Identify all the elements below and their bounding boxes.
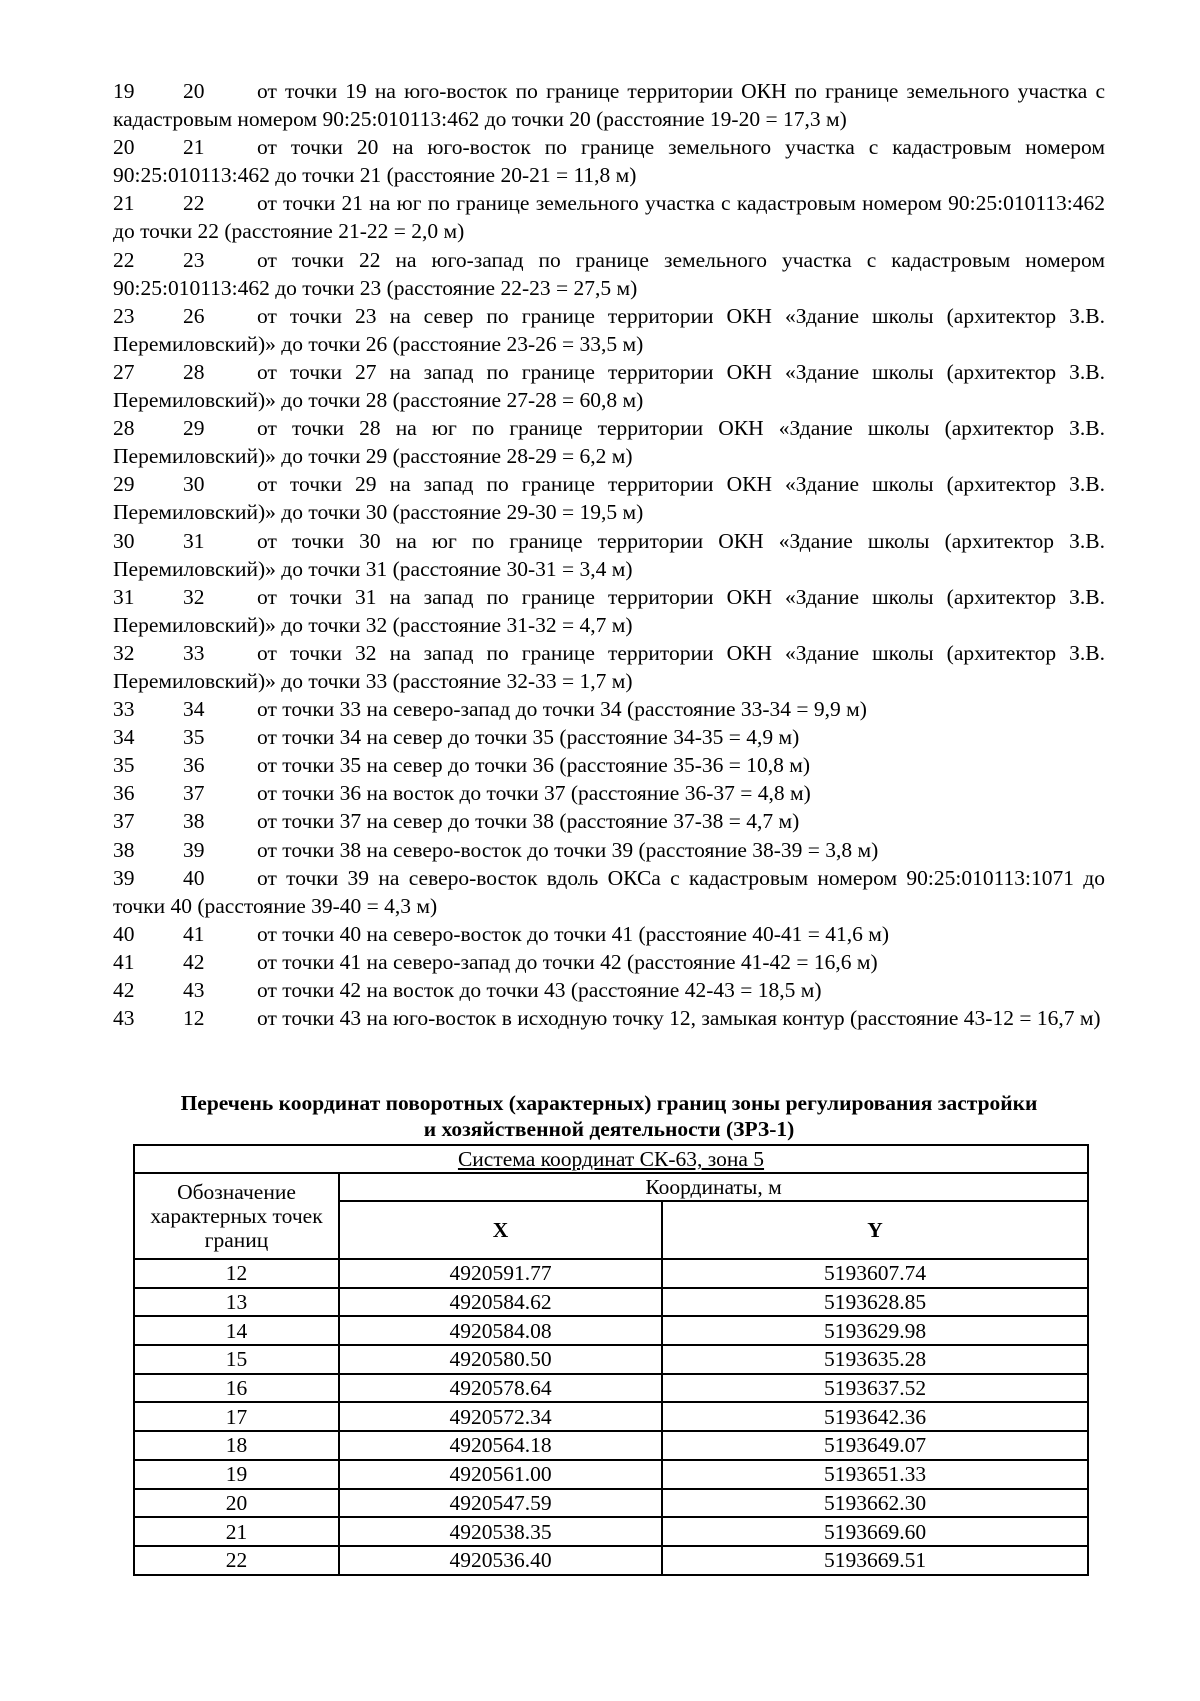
segment-start-point: 34 xyxy=(113,725,135,750)
point-id-cell: 13 xyxy=(134,1288,339,1317)
x-coordinate-cell: 4920536.40 xyxy=(339,1546,662,1575)
boundary-segment xyxy=(113,133,1105,189)
boundary-segment xyxy=(113,948,1105,976)
coordinates-table-body xyxy=(134,1259,1088,1575)
boundary-segment xyxy=(113,695,1105,723)
point-id-cell: 22 xyxy=(134,1546,339,1575)
segment-end-point: 35 xyxy=(183,725,205,750)
boundary-segment xyxy=(113,583,1105,639)
segment-description: от точки 31 на запад по границе территории ОКН «Здание школы (архитектор З.В. Перемиловский)» до точки 32 (расстояние 31-32 = 4,7 м) xyxy=(113,584,1105,637)
segment-start-point: 31 xyxy=(113,584,135,609)
segment-start-point: 40 xyxy=(113,921,135,946)
table-row xyxy=(134,1402,1088,1431)
boundary-segment-list xyxy=(113,77,1105,1032)
segment-end-point: 39 xyxy=(183,837,205,862)
x-coordinate-cell: 4920572.34 xyxy=(339,1402,662,1431)
table-row xyxy=(134,1288,1088,1317)
segment-start-point: 22 xyxy=(113,247,135,272)
table-row xyxy=(134,1431,1088,1460)
segment-end-point: 20 xyxy=(183,79,205,103)
segment-description: от точки 27 на запад по границе территории ОКН «Здание школы (архитектор З.В. Перемиловский)» до точки 28 (расстояние 27-28 = 60,8 м) xyxy=(113,359,1105,413)
boundary-segment xyxy=(113,864,1105,920)
segment-end-point: 23 xyxy=(183,247,205,272)
segment-start-point: 19 xyxy=(113,79,135,103)
y-coordinate-cell: 5193669.60 xyxy=(662,1517,1088,1546)
point-id-cell: 16 xyxy=(134,1374,339,1403)
table-row xyxy=(134,1489,1088,1518)
y-coordinate-cell: 5193651.33 xyxy=(662,1460,1088,1489)
segment-description: от точки 22 на юго-запад по границе земельного участка с кадастровым номером 90:25:010113:462 до точки 23 (расстояние 22-23 = 27,5 м) xyxy=(113,247,1105,300)
boundary-segment xyxy=(113,976,1105,1004)
boundary-segment xyxy=(113,77,1105,133)
segment-end-point: 42 xyxy=(183,949,205,974)
x-coordinate-cell: 4920584.62 xyxy=(339,1288,662,1317)
y-coordinate-cell: 5193642.36 xyxy=(662,1402,1088,1431)
segment-description: от точки 38 на северо-восток до точки 39 (расстояние 38-39 = 3,8 м) xyxy=(257,837,879,862)
y-coordinate-cell: 5193662.30 xyxy=(662,1489,1088,1518)
table-row xyxy=(134,1546,1088,1575)
segment-description: от точки 42 на восток до точки 43 (расстояние 42-43 = 18,5 м) xyxy=(257,978,822,1002)
boundary-segment xyxy=(113,470,1105,526)
segment-description: от точки 20 на юго-восток по границе земельного участка с кадастровым номером 90:25:010113:462 до точки 21 (расстояние 20-21 = 11,8 м) xyxy=(113,135,1105,188)
boundary-segment xyxy=(113,1004,1105,1032)
point-id-cell: 19 xyxy=(134,1460,339,1489)
segment-end-point: 26 xyxy=(183,303,205,328)
x-coordinate-cell: 4920538.35 xyxy=(339,1517,662,1546)
y-coordinate-cell: 5193669.51 xyxy=(662,1546,1088,1575)
boundary-segment xyxy=(113,302,1105,358)
table-row xyxy=(134,1374,1088,1403)
segment-description: от точки 36 на восток до точки 37 (расстояние 36-37 = 4,8 м) xyxy=(257,781,811,806)
boundary-segment xyxy=(113,779,1105,807)
coordinate-system-title: Система координат СК-63, зона 5 xyxy=(134,1145,1088,1173)
point-id-cell: 14 xyxy=(134,1316,339,1345)
point-id-cell: 21 xyxy=(134,1517,339,1546)
point-id-cell: 20 xyxy=(134,1489,339,1518)
segment-end-point: 28 xyxy=(183,359,205,384)
x-coordinate-cell: 4920561.00 xyxy=(339,1460,662,1489)
table-row xyxy=(134,1460,1088,1489)
segment-end-point: 29 xyxy=(183,416,205,441)
segment-description: от точки 21 на юг по границе земельного участка с кадастровым номером 90:25:010113:462 до точки 22 (расстояние 21-22 = 2,0 м) xyxy=(113,191,1105,244)
y-coordinate-cell: 5193607.74 xyxy=(662,1259,1088,1288)
segment-description: от точки 37 на север до точки 38 (расстояние 37-38 = 4,7 м) xyxy=(257,809,800,834)
heading-line-1: Перечень координат поворотных (характерных) границ зоны регулирования застройки xyxy=(180,1091,1038,1115)
segment-start-point: 21 xyxy=(113,191,135,216)
boundary-segment xyxy=(113,723,1105,751)
boundary-segment xyxy=(113,246,1105,302)
boundary-segment xyxy=(113,189,1105,245)
table-row xyxy=(134,1316,1088,1345)
y-coordinate-cell: 5193649.07 xyxy=(662,1431,1088,1460)
segment-end-point: 41 xyxy=(183,921,205,946)
segment-end-point: 31 xyxy=(183,528,205,553)
x-coordinate-cell: 4920564.18 xyxy=(339,1431,662,1460)
boundary-segment xyxy=(113,751,1105,779)
segment-end-point: 32 xyxy=(183,584,205,609)
segment-end-point: 30 xyxy=(183,472,205,497)
table-row xyxy=(134,1345,1088,1374)
segment-description: от точки 29 на запад по границе территории ОКН «Здание школы (архитектор З.В. Перемиловский)» до точки 30 (расстояние 29-30 = 19,5 м) xyxy=(113,472,1105,525)
segment-description: от точки 35 на север до точки 36 (расстояние 35-36 = 10,8 м) xyxy=(257,753,811,778)
segment-description: от точки 34 на север до точки 35 (расстояние 34-35 = 4,9 м) xyxy=(257,725,800,750)
segment-start-point: 28 xyxy=(113,416,135,441)
segment-start-point: 27 xyxy=(113,359,135,384)
segment-start-point: 41 xyxy=(113,949,135,974)
boundary-segment xyxy=(113,639,1105,695)
segment-description: от точки 30 на юг по границе территории ОКН «Здание школы (архитектор З.В. Перемиловский)» до точки 31 (расстояние 30-31 = 3,4 м) xyxy=(113,528,1105,581)
segment-description: от точки 32 на запад по границе территории ОКН «Здание школы (архитектор З.В. Перемиловский)» до точки 33 (расстояние 32-33 = 1,7 м) xyxy=(113,640,1105,693)
segment-end-point: 40 xyxy=(183,865,205,890)
segment-description: от точки 39 на северо-восток вдоль ОКСа с кадастровым номером 90:25:010113:1071 до точки 40 (расстояние 39-40 = 4,3 м) xyxy=(113,865,1105,918)
heading-line-2: и хозяйственной деятельности (ЗРЗ-1) xyxy=(423,1117,795,1141)
y-coordinate-cell: 5193635.28 xyxy=(662,1345,1088,1374)
x-coordinate-cell: 4920584.08 xyxy=(339,1316,662,1345)
x-coordinate-cell: 4920591.77 xyxy=(339,1259,662,1288)
segment-start-point: 36 xyxy=(113,781,135,806)
segment-start-point: 35 xyxy=(113,753,135,778)
segment-end-point: 38 xyxy=(183,809,205,834)
x-coordinate-cell: 4920578.64 xyxy=(339,1374,662,1403)
segment-start-point: 29 xyxy=(113,472,135,497)
segment-end-point: 33 xyxy=(183,640,205,665)
segment-end-point: 34 xyxy=(183,697,205,722)
segment-description: от точки 28 на юг по границе территории ОКН «Здание школы (архитектор З.В. Перемиловский)» до точки 29 (расстояние 28-29 = 6,2 м) xyxy=(113,416,1105,469)
point-id-cell: 12 xyxy=(134,1259,339,1288)
coordinates-header: Координаты, м xyxy=(339,1173,1088,1201)
y-column-header: Y xyxy=(662,1201,1088,1259)
boundary-segment xyxy=(113,807,1105,835)
boundary-segment xyxy=(113,527,1105,583)
coordinates-heading xyxy=(113,1090,1105,1142)
segment-start-point: 43 xyxy=(113,1006,135,1031)
segment-end-point: 22 xyxy=(183,191,205,216)
point-id-cell: 18 xyxy=(134,1431,339,1460)
y-coordinate-cell: 5193629.98 xyxy=(662,1316,1088,1345)
boundary-segment xyxy=(113,920,1105,948)
segment-description: от точки 23 на север по границе территории ОКН «Здание школы (архитектор З.В. Перемиловский)» до точки 26 (расстояние 23-26 = 33,5 м) xyxy=(113,303,1105,356)
segment-description: от точки 19 на юго-восток по границе территории ОКН по границе земельного участка с кадастровым номером 90:25:010113:462 до точки 20 (расстояние 19-20 = 17,3 м) xyxy=(113,79,1105,132)
segment-end-point: 37 xyxy=(183,781,205,806)
boundary-segment xyxy=(113,358,1105,414)
segment-start-point: 37 xyxy=(113,809,135,834)
segment-end-point: 21 xyxy=(183,135,205,160)
point-id-cell: 17 xyxy=(134,1402,339,1431)
segment-description: от точки 40 на северо-восток до точки 41 (расстояние 40-41 = 41,6 м) xyxy=(257,921,890,946)
x-coordinate-cell: 4920580.50 xyxy=(339,1345,662,1374)
segment-description: от точки 43 на юго-восток в исходную точку 12, замыкая контур (расстояние 43-12 = 16,7 м) xyxy=(257,1006,1101,1031)
y-coordinate-cell: 5193637.52 xyxy=(662,1374,1088,1403)
segment-end-point: 12 xyxy=(183,1006,205,1031)
segment-start-point: 42 xyxy=(113,978,135,1002)
segment-start-point: 23 xyxy=(113,303,135,328)
segment-start-point: 32 xyxy=(113,640,135,665)
x-column-header: X xyxy=(339,1201,662,1259)
segment-start-point: 30 xyxy=(113,528,135,553)
segment-description: от точки 33 на северо-запад до точки 34 (расстояние 33-34 = 9,9 м) xyxy=(257,697,867,722)
segment-end-point: 43 xyxy=(183,978,205,1002)
coordinates-table xyxy=(133,1144,1089,1576)
boundary-segment xyxy=(113,836,1105,864)
segment-start-point: 38 xyxy=(113,837,135,862)
boundary-segment xyxy=(113,414,1105,470)
table-row xyxy=(134,1517,1088,1546)
segment-end-point: 36 xyxy=(183,753,205,778)
segment-start-point: 20 xyxy=(113,135,135,160)
x-coordinate-cell: 4920547.59 xyxy=(339,1489,662,1518)
point-id-cell: 15 xyxy=(134,1345,339,1374)
table-row xyxy=(134,1259,1088,1288)
y-coordinate-cell: 5193628.85 xyxy=(662,1288,1088,1317)
point-designation-header: Обозначение характерных точек границ xyxy=(134,1173,339,1259)
segment-start-point: 39 xyxy=(113,865,135,890)
segment-description: от точки 41 на северо-запад до точки 42 (расстояние 41-42 = 16,6 м) xyxy=(257,949,878,974)
segment-start-point: 33 xyxy=(113,697,135,722)
